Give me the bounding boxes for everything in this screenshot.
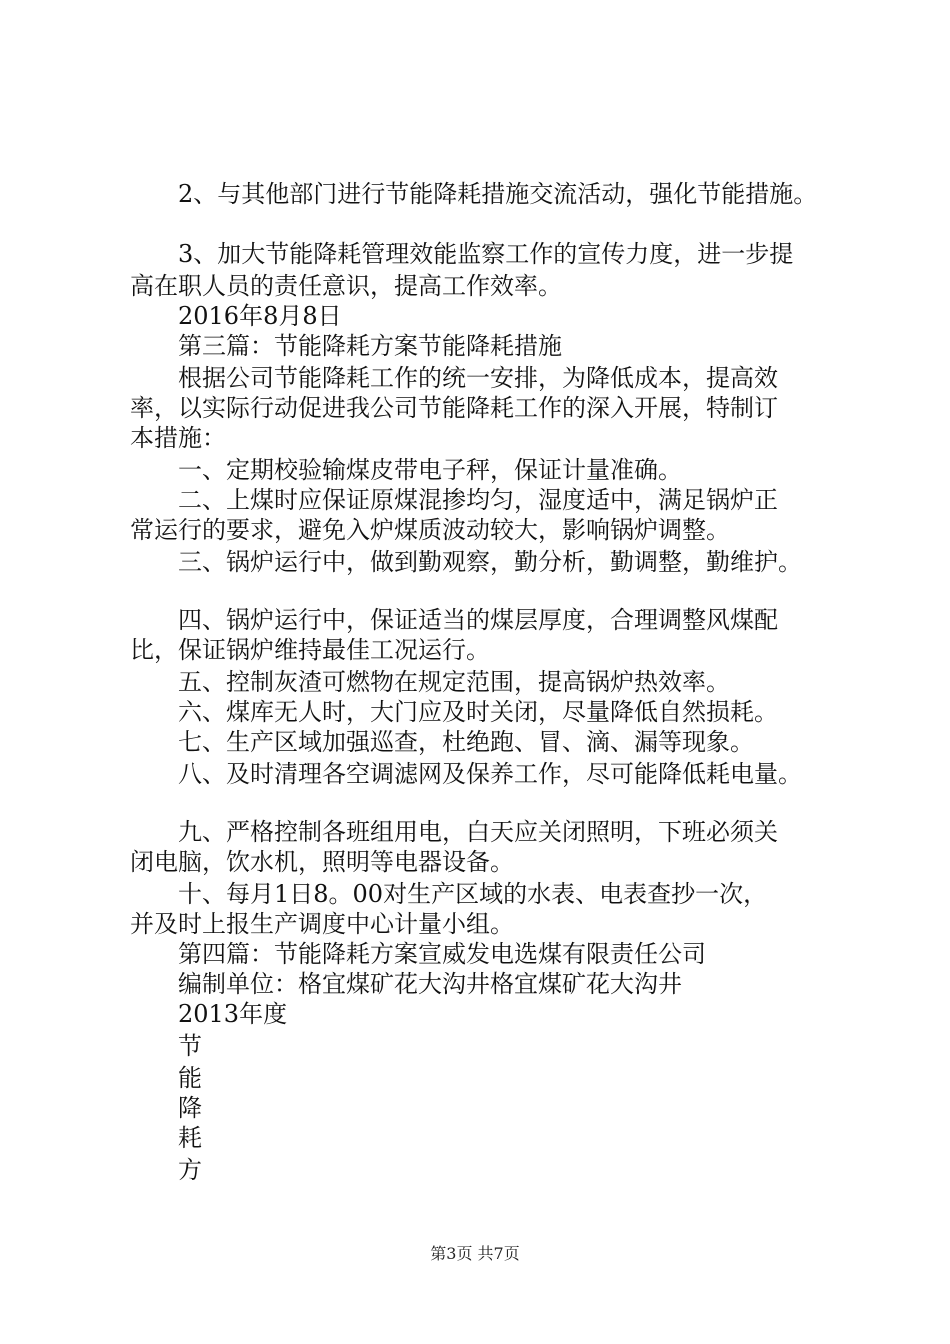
paragraph-line: 根据公司节能降耗工作的统一安排，为降低成本，提高效 xyxy=(178,364,778,392)
list-item: 六、煤库无人时，大门应及时关闭，尽量降低自然损耗。 xyxy=(178,698,778,726)
list-item: 二、上煤时应保证原煤混掺均匀，湿度适中，满足锅炉正 xyxy=(178,486,778,514)
list-item: 五、控制灰渣可燃物在规定范围，提高锅炉热效率。 xyxy=(178,668,730,696)
paragraph-line: 2013年度 xyxy=(178,1000,288,1028)
list-item: 比，保证锅炉维持最佳工况运行。 xyxy=(130,636,490,664)
list-item: 一、定期校验输煤皮带电子秤，保证计量准确。 xyxy=(178,456,682,484)
paragraph-line: 高在职人员的责任意识，提高工作效率。 xyxy=(130,272,562,300)
list-item: 九、严格控制各班组用电，白天应关闭照明，下班必须关 xyxy=(178,818,778,846)
vertical-title-char: 降 xyxy=(178,1094,202,1122)
list-item: 并及时上报生产调度中心计量小组。 xyxy=(130,910,514,938)
paragraph-line: 2、与其他部门进行节能降耗措施交流活动，强化节能措施。 xyxy=(178,180,818,208)
vertical-title-char: 方 xyxy=(178,1156,202,1184)
list-item: 八、及时清理各空调滤网及保养工作，尽可能降低耗电量。 xyxy=(178,760,802,788)
list-item: 七、生产区域加强巡查，杜绝跑、冒、滴、漏等现象。 xyxy=(178,728,754,756)
vertical-title-char: 节 xyxy=(178,1032,202,1060)
paragraph-line: 本措施： xyxy=(130,424,226,452)
paragraph-line: 编制单位：格宜煤矿花大沟井格宜煤矿花大沟井 xyxy=(178,970,682,998)
page-footer: 第3页 共7页 xyxy=(430,1244,520,1263)
paragraph-line: 3、加大节能降耗管理效能监察工作的宣传力度，进一步提 xyxy=(178,240,794,268)
list-item: 常运行的要求，避免入炉煤质波动较大，影响锅炉调整。 xyxy=(130,516,730,544)
paragraph-line: 率，以实际行动促进我公司节能降耗工作的深入开展，特制订 xyxy=(130,394,778,422)
section-heading: 第三篇：节能降耗方案节能降耗措施 xyxy=(178,332,562,360)
list-item: 闭电脑，饮水机，照明等电器设备。 xyxy=(130,848,514,876)
section-heading: 第四篇：节能降耗方案宣威发电选煤有限责任公司 xyxy=(178,940,706,968)
list-item: 十、每月1日8。00对生产区域的水表、电表查抄一次， xyxy=(178,880,768,908)
vertical-title-char: 能 xyxy=(178,1064,202,1092)
vertical-title-char: 耗 xyxy=(178,1124,202,1152)
date-line: 2016年8月8日 xyxy=(178,302,342,330)
list-item: 四、锅炉运行中，保证适当的煤层厚度，合理调整风煤配 xyxy=(178,606,778,634)
list-item: 三、锅炉运行中，做到勤观察，勤分析，勤调整，勤维护。 xyxy=(178,548,802,576)
